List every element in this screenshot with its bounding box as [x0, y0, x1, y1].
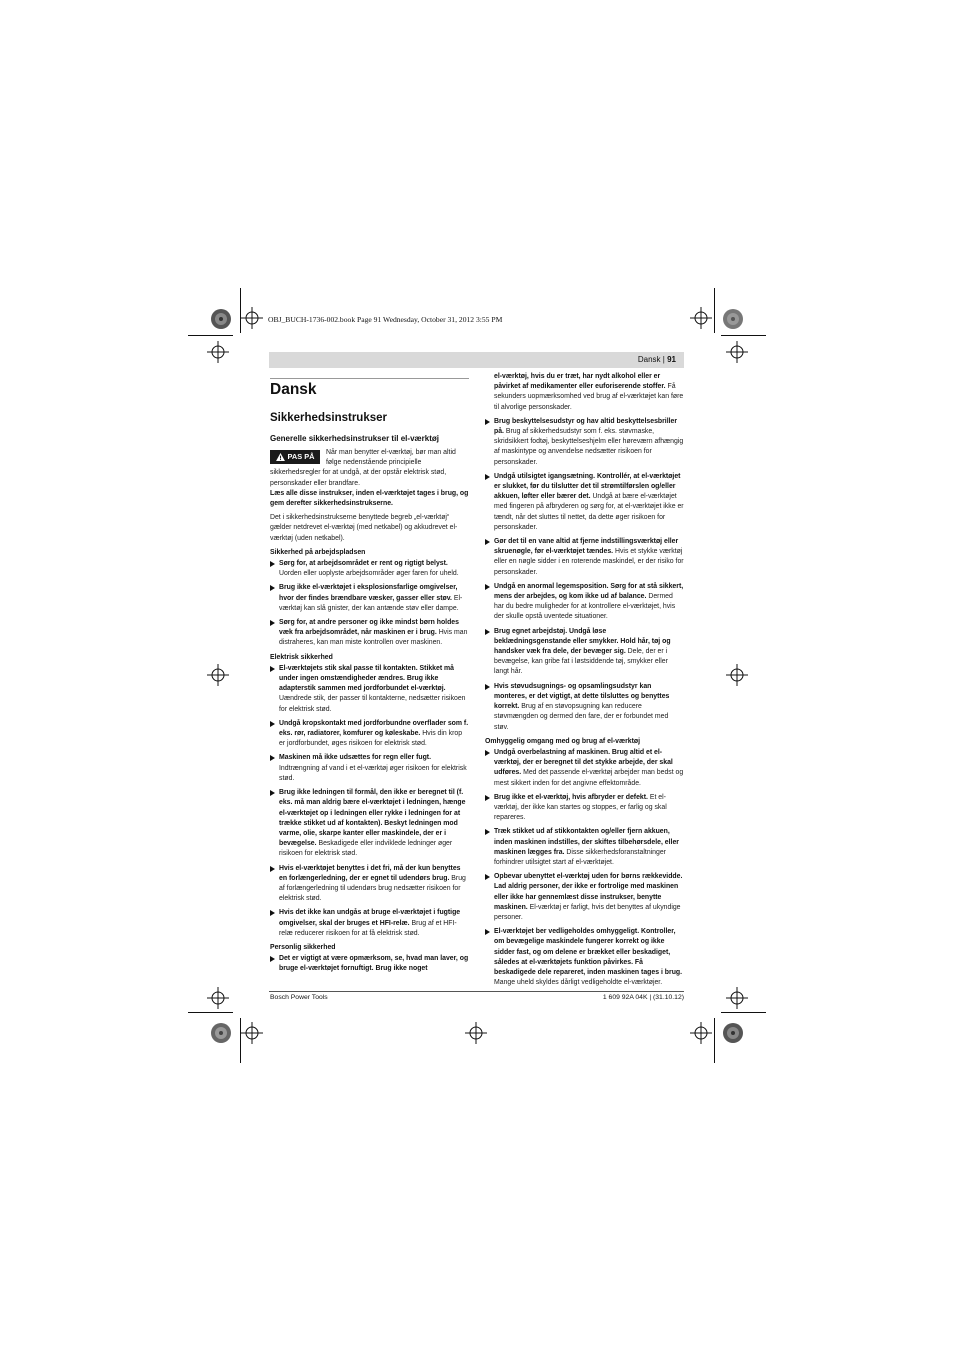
item-bold: Brug ikke ledningen til formål, den ikke er beregnet til (f. eks. må man aldrig bære el-værktøjet i ledningen, hænge el-værktøjet op i ledningen eller rykke i ledningen for at trække stikket ud af kontakten). Beskyt ledningen mod varme, olie, skarpe kanter eller maskindele, der er i bevægelse.: [279, 789, 466, 848]
list-item: [270, 908, 469, 939]
list-item: [485, 627, 684, 678]
item-bold: Sørg for, at arbejdsområdet er rent og rigtigt belyst.: [279, 560, 448, 568]
item-bold: Maskinen må ikke udsættes for regn eller fugt.: [279, 754, 432, 762]
color-target-icon: [722, 308, 744, 330]
item-text: Beskadigede eller indviklede ledninger øger risikoen for elektrisk stød.: [279, 840, 453, 858]
item-bold: Gør det til en vane altid at fjerne indstillingsværktøj eller skruenøgle, før el-værktøjet tændes.: [494, 538, 679, 556]
registration-mark-icon: [241, 1022, 263, 1044]
list-item: [485, 793, 684, 824]
registration-mark-icon: [207, 341, 229, 363]
item-text: Indtrængning af vand i et el-værktøj øger risikoen for elektrisk stød.: [279, 764, 467, 782]
bullet-arrow-icon: [270, 755, 275, 761]
item-bold: Brug beskyttelsesudstyr og hav altid beskyttelsesbriller på.: [494, 417, 678, 436]
item-text: Hvis et stykke værktøj eller en nøgle sidder i en roterende maskindel, er der risiko for personskader.: [494, 548, 684, 576]
list-item: [270, 719, 469, 750]
item-text: Mange uheld skyldes dårligt vedligeholdte el-værktøjer.: [494, 979, 663, 987]
bullet-arrow-icon: [485, 629, 490, 635]
instruction-list: [485, 417, 684, 733]
file-slug: OBJ_BUCH-1736-002.book Page 91 Wednesday, October 31, 2012 3:55 PM: [268, 315, 503, 324]
crop-mark: [714, 1018, 715, 1063]
bullet-arrow-icon: [270, 721, 275, 727]
bullet-arrow-icon: [270, 666, 275, 672]
list-item: [485, 872, 684, 923]
col2-groups: [485, 417, 684, 989]
crop-mark: [721, 1012, 766, 1013]
page-number: 91: [667, 355, 676, 364]
list-item: [270, 753, 469, 784]
instruction-list: [270, 559, 469, 649]
item-text: Med det passende el-værktøj arbejder man bedst og mest sikkert inden for det angivne effektområde.: [494, 769, 684, 787]
item-bold: Brug ikke et el-værktøj, hvis afbryder er defekt.: [494, 793, 648, 801]
item-bold: Brug egnet arbejdstøj. Undgå løse beklædningsgenstande eller smykker. Hold hår, tøj og handsker væk fra dele, der bevæger sig.: [494, 627, 671, 656]
list-item: [485, 682, 684, 733]
list-item: [270, 559, 469, 579]
item-text: Få sekunders uopmærksomhed ved brug af el-værktøjet kan føre til alvorlige personskader.: [494, 383, 684, 411]
registration-mark-icon: [690, 1022, 712, 1044]
registration-mark-icon: [207, 987, 229, 1009]
list-item: [270, 618, 469, 649]
item-text: Hvis man distraheres, kan man miste kontrollen over maskinen.: [279, 629, 468, 647]
warning-block: [270, 448, 469, 489]
color-target-icon: [722, 1022, 744, 1044]
item-text: El-værktøj er farligt, hvis det benyttes af ukyndige personer.: [494, 903, 681, 921]
group-heading: Personlig sikkerhed: [270, 943, 336, 951]
intro-bold: Læs alle disse instrukser, inden el-værktøjet tages i brug, og gem derefter sikkerhedsinstrukserne.: [270, 489, 469, 508]
item-text: Dele, der er i bevægelse, kan gribe fat i løstsiddende tøj, smykker eller langt hår.: [494, 648, 668, 676]
footer-doc-number: 1 609 92A 04K | (31.10.12): [602, 994, 684, 1001]
crop-mark: [721, 335, 766, 336]
warning-text: Når man benytter el-værktøj, bør man altid følge nedenstående principielle sikkerhedsregler for at undgå, at der opstår elektrisk stød, personskader eller brandfare.: [270, 449, 456, 487]
item-text: Disse sikkerhedsforanstaltninger forhindrer utilsigtet start af el-værktøjet.: [494, 848, 666, 866]
item-text: Undgå at bære el-værktøjet med fingeren på afbryderen og sørg for, at el-værktøjet ikke er tændt, når det sluttes til nettet, da dette øger risikoen for personskader.: [494, 493, 684, 531]
registration-mark-icon: [241, 307, 263, 329]
item-bold: Hvis el-værktøjet benyttes i det fri, må der kun benyttes en forlængerledning, der er egnet til udendørs brug.: [279, 864, 461, 882]
item-bold: Undgå kropskontakt med jordforbundne overflader som f. eks. rør, radiatorer, komfurer og køleskabe.: [279, 719, 469, 738]
column-left: [270, 378, 469, 979]
bullet-arrow-icon: [485, 750, 490, 756]
registration-mark-icon: [465, 1022, 487, 1044]
crop-mark: [714, 288, 715, 333]
item-bold: El-værktøjet ber vedligeholdes omhyggeligt. Kontroller, om bevægelige maskindele fungerer korrekt og ikke sidder fast, og om delene er brækket eller beskadiget, således at el-værktøjets funktion påvirkes. Få beskadigede dele repareret, inden maskinen tages i brug.: [494, 928, 683, 976]
item-text: Uændrede stik, der passer til kontakterne, nedsætter risikoen for elektrisk stød.: [279, 695, 466, 713]
registration-mark-icon: [207, 664, 229, 686]
continuation-list: [485, 372, 684, 413]
group-heading: Elektrisk sikkerhed: [270, 653, 333, 661]
item-bold: Undgå en anormal legemsposition. Sørg for at stå sikkert, mens der arbejdes, og kom ikke ud af balance.: [494, 582, 684, 601]
registration-mark-icon: [726, 664, 748, 686]
warning-badge: [270, 450, 320, 464]
divider: [270, 378, 469, 379]
item-bold: Det er vigtigt at være opmærksom, se, hvad man laver, og bruge el-værktøjet fornuftigt. Brug ikke noget: [279, 955, 469, 973]
list-item: [485, 927, 684, 988]
bullet-arrow-icon: [485, 795, 490, 801]
bullet-arrow-icon: [485, 584, 490, 590]
header-separator: |: [662, 355, 665, 364]
list-item: [485, 827, 684, 868]
item-text: Hvis din krop er jordforbundet, øges risikoen for elektrisk stød.: [279, 730, 463, 748]
item-bold: Hvis det ikke kan undgås at bruge el-værktøjet i fugtige omgivelser, skal der bruges et HFI-relæ.: [279, 909, 461, 927]
list-item: [485, 748, 684, 789]
bullet-arrow-icon: [270, 620, 275, 626]
bullet-arrow-icon: [270, 910, 275, 916]
list-item: [270, 864, 469, 905]
item-bold: Undgå utilsigtet igangsætning. Kontrollér, at el-værktøjet er slukket, før du tilslutter det til strømtilførslen og/eller akkuen, løfter eller bærer det.: [494, 472, 681, 501]
instruction-list: [270, 664, 469, 939]
bullet-arrow-icon: [270, 561, 275, 567]
item-text: Et el-værktøj, der ikke kan startes og stoppes, er farlig og skal repareres.: [494, 793, 667, 822]
item-text: Brug af forlængerledning til udendørs brug nedsætter risikoen for elektrisk stød.: [279, 874, 466, 903]
registration-mark-icon: [726, 341, 748, 363]
item-text: Dermed har du bedre muligheder for at kontrollere el-værktøjet, hvis der skulle opstå uventede situationer.: [494, 593, 676, 621]
crop-mark: [188, 1012, 233, 1013]
page-title: Dansk: [270, 381, 317, 398]
list-item: [270, 954, 469, 974]
item-bold: El-værktøjets stik skal passe til kontakten. Stikket må under ingen omstændigheder ændres. Brug ikke adapterstik sammen med jordforbundet el-værktøj.: [279, 664, 455, 693]
warning-label: PAS PÅ: [287, 451, 315, 461]
bullet-arrow-icon: [485, 474, 490, 480]
item-text: Brug af en støvopsugning kan reducere støvmængden og dermed den fare, der er forbundet med støv.: [494, 703, 669, 731]
item-bold: Brug ikke el-værktøjet i eksplosionsfarlige omgivelser, hvor der findes brændbare væsker, gasser eller støv.: [279, 584, 458, 602]
item-text: Uorden eller uoplyste arbejdsområder øger faren for uheld.: [279, 570, 459, 578]
list-item: [485, 582, 684, 623]
footer-brand: Bosch Power Tools: [270, 994, 328, 1001]
item-bold: el-værktøj, hvis du er træt, har nydt alkohol eller er påvirket af medikamenter eller euforiserende stoffer.: [494, 373, 666, 391]
item-bold: Undgå overbelastning af maskinen. Brug altid et el-værktøj, der er beregnet til det stykke arbejde, der skal udføres.: [494, 748, 673, 777]
bullet-arrow-icon: [485, 539, 490, 545]
item-text: Brug af et HFI-relæ reducerer risikoen for at få elektrisk stød.: [279, 919, 457, 937]
list-item: [270, 788, 469, 859]
group-heading: Sikkerhed på arbejdspladsen: [270, 548, 366, 556]
page-header: [269, 352, 684, 368]
page-header-text: [638, 355, 676, 364]
crop-mark: [188, 335, 233, 336]
instruction-list: [270, 954, 469, 974]
bullet-arrow-icon: [485, 874, 490, 880]
section-title: Sikkerhedsinstrukser: [270, 412, 387, 424]
color-target-icon: [210, 308, 232, 330]
bullet-arrow-icon: [485, 419, 490, 425]
bullet-arrow-icon: [270, 790, 275, 796]
subsection-title: Generelle sikkerhedsinstrukser til el-værktøj: [270, 434, 439, 443]
instruction-list: [485, 748, 684, 988]
color-target-icon: [210, 1022, 232, 1044]
bullet-arrow-icon: [485, 829, 490, 835]
header-language: Dansk: [637, 355, 661, 364]
bullet-arrow-icon: [270, 585, 275, 591]
group-heading: Omhyggelig omgang med og brug af el-værktøj: [485, 737, 641, 745]
warning-triangle-icon: [276, 453, 285, 461]
column-right: [485, 372, 684, 992]
item-bold: Hvis støvudsugnings- og opsamlingsudstyr kan monteres, er det vigtigt, at dette tilsluttes og benyttes korrekt.: [494, 682, 670, 711]
list-item: [270, 583, 469, 614]
item-bold: Sørg for, at andre personer og ikke mindst børn holdes væk fra arbejdsområdet, når maskinen er i brug.: [279, 619, 459, 637]
intro-text: Det i sikkerhedsinstrukserne benyttede begreb „el-værktøj“ gælder netdrevet el-værktøj (med netkabel) og akkudrevet el-værktøj (uden netkabel).: [270, 514, 458, 542]
item-text: El-værktøj kan slå gnister, der kan antænde støv eller dampe.: [279, 594, 463, 612]
list-item: [485, 417, 684, 468]
footer-divider: [269, 991, 684, 992]
item-bold: Opbevar ubenyttet el-værktøj uden for børns rækkevidde. Lad aldrig personer, der ikke er fortrolige med maskinen eller ikke har gennemlæst disse instrukser, benytte maskinen.: [494, 873, 683, 911]
list-item: [485, 472, 684, 533]
bullet-arrow-icon: [485, 929, 490, 935]
col1-groups: [270, 548, 469, 975]
registration-mark-icon: [690, 307, 712, 329]
bullet-arrow-icon: [270, 956, 275, 962]
list-item: [270, 664, 469, 715]
registration-mark-icon: [726, 987, 748, 1009]
item-bold: Træk stikket ud af stikkontakten og/eller fjern akkuen, inden maskinen indstilles, der skiftes tilbehørsdele, eller maskinen lægges fra.: [494, 828, 679, 856]
bullet-arrow-icon: [270, 866, 275, 872]
bullet-arrow-icon: [485, 684, 490, 690]
list-item: [485, 372, 684, 413]
item-text: Brug af sikkerhedsudstyr som f. eks. støvmaske, skridsikkert fodtøj, beskyttelseshjelm eller høreværn afhængig af maskintype og anvendelse nedsætter risikoen for personskader.: [494, 428, 684, 466]
list-item: [485, 537, 684, 578]
